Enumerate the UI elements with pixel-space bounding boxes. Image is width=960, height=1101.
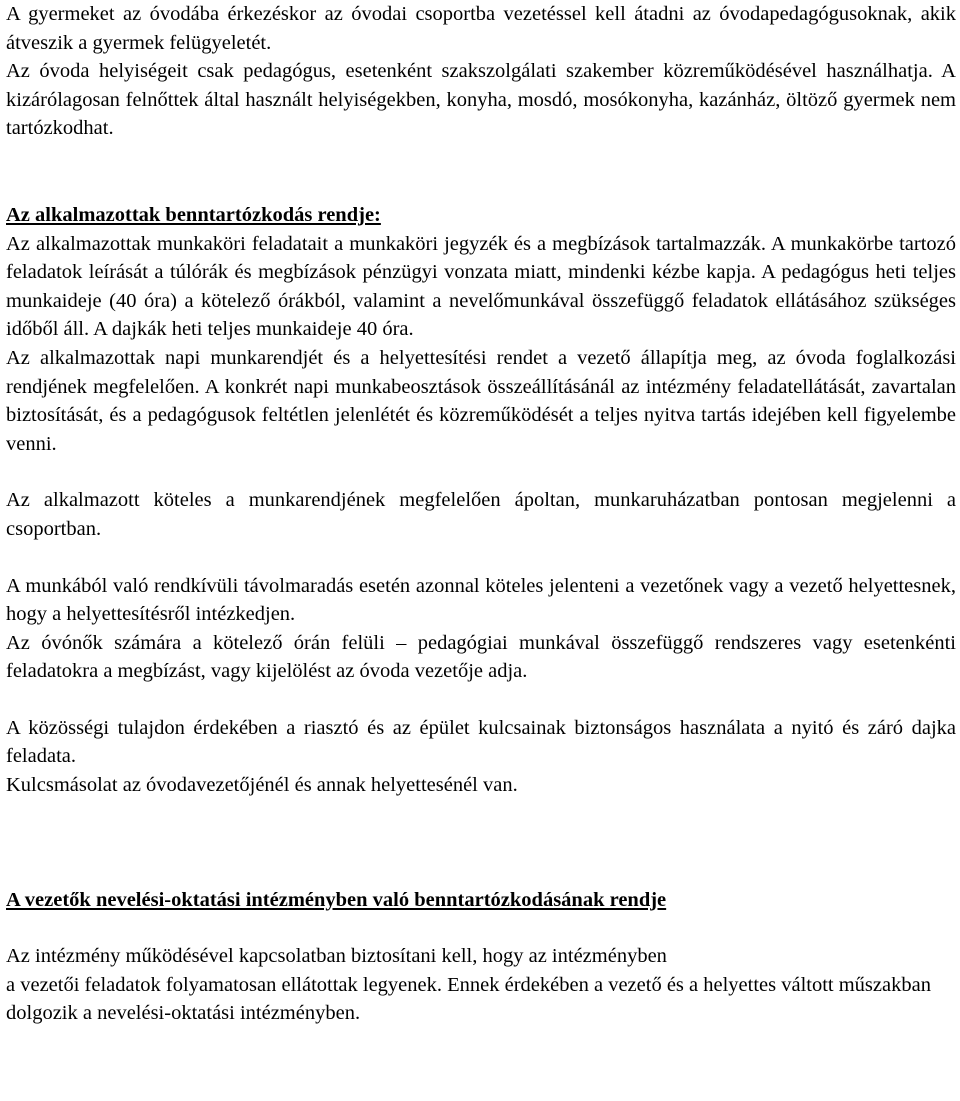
- spacer: [6, 544, 956, 572]
- paragraph-alarm-keys: A közösségi tulajdon érdekében a riasztó és az épület kulcsainak biztonságos használata a nyitó és záró dajka feladata.: [6, 716, 956, 768]
- paragraph-room-usage: Az óvoda helyiségeit csak pedagógus, esetenként szakszolgálati szakember közreműködésével használhatja. A kizárólagosan felnőttek által használt helyiségekben, konyha, mosdó, mosókonyha, kazánház, öltöző gyermek nem tartózkodhat.: [6, 60, 956, 140]
- paragraph-work-schedule: Az alkalmazottak napi munkarendjét és a helyettesítési rendet a vezető állapítja meg, az óvoda foglalkozási rendjének megfelelően. A konkrét napi munkabeosztások összeállításánál az intézmény feladatellátását, zavartalan biztosítását, és a pedagógusok feltétlen jelenlétét és közreműködését a teljes nyitva tartás idejében kell figyelembe venni.: [6, 346, 956, 455]
- spacer: [6, 458, 956, 486]
- paragraph-key-copies: Kulcsmásolat az óvodavezetőjénél és annak helyettesénél van.: [6, 774, 518, 797]
- section-heading-staff-presence: Az alkalmazottak benntartózkodás rendje:: [6, 203, 381, 226]
- paragraph-appearance: Az alkalmazott köteles a munkarendjének megfelelően ápoltan, munkaruházatban pontosan megjelenni a csoportban.: [6, 489, 956, 540]
- spacer: [6, 143, 956, 201]
- paragraph-staff-duties: Az alkalmazottak munkaköri feladatait a munkaköri jegyzék és a megbízások tartalmazzák. A munkakörbe tartozó feladatok leírását a túlórák és megbízások pénzügyi vonzata miatt, mindenki kézbe kapja. A pedagógus heti teljes munkaideje (40 óra) a kötelező órákból, valamint a nevelőmunkával összefüggő feladatok ellátásához szükséges időből áll. A dajkák heti teljes munkaideje 40 óra.: [6, 232, 956, 341]
- spacer: [6, 686, 956, 714]
- paragraph-absence: A munkából való rendkívüli távolmaradás esetén azonnal köteles jelenteni a vezetőnek vagy a vezető helyettesnek, hogy a helyettesítésről intézkedjen.: [6, 574, 956, 626]
- paragraph-child-handover: A gyermeket az óvodába érkezéskor az óvodai csoportba vezetéssel kell átadni az óvodapedagógusoknak, akik átveszik a gyermek felügyeletét.: [6, 3, 956, 54]
- section-heading-leaders-presence: A vezetők nevelési-oktatási intézményben való benntartózkodásának rendje: [6, 888, 667, 911]
- spacer: [6, 800, 956, 886]
- paragraph-extra-tasks: Az óvónők számára a kötelező órán felüli – pedagógiai munkával összefüggő rendszeres vagy esetenkénti feladatokra a megbízást, vagy kijelölést az óvoda vezetője adja.: [6, 631, 956, 683]
- paragraph-leaders-line1: Az intézmény működésével kapcsolatban biztosítani kell, hogy az intézményben: [6, 945, 667, 968]
- spacer: [6, 914, 956, 942]
- document-page: [6, 0, 956, 1028]
- paragraph-leaders-rest: a vezetői feladatok folyamatosan ellátottak legyenek. Ennek érdekében a vezető és a helyettes váltott műszakban dolgozik a nevelési-oktatási intézményben.: [6, 973, 931, 1025]
